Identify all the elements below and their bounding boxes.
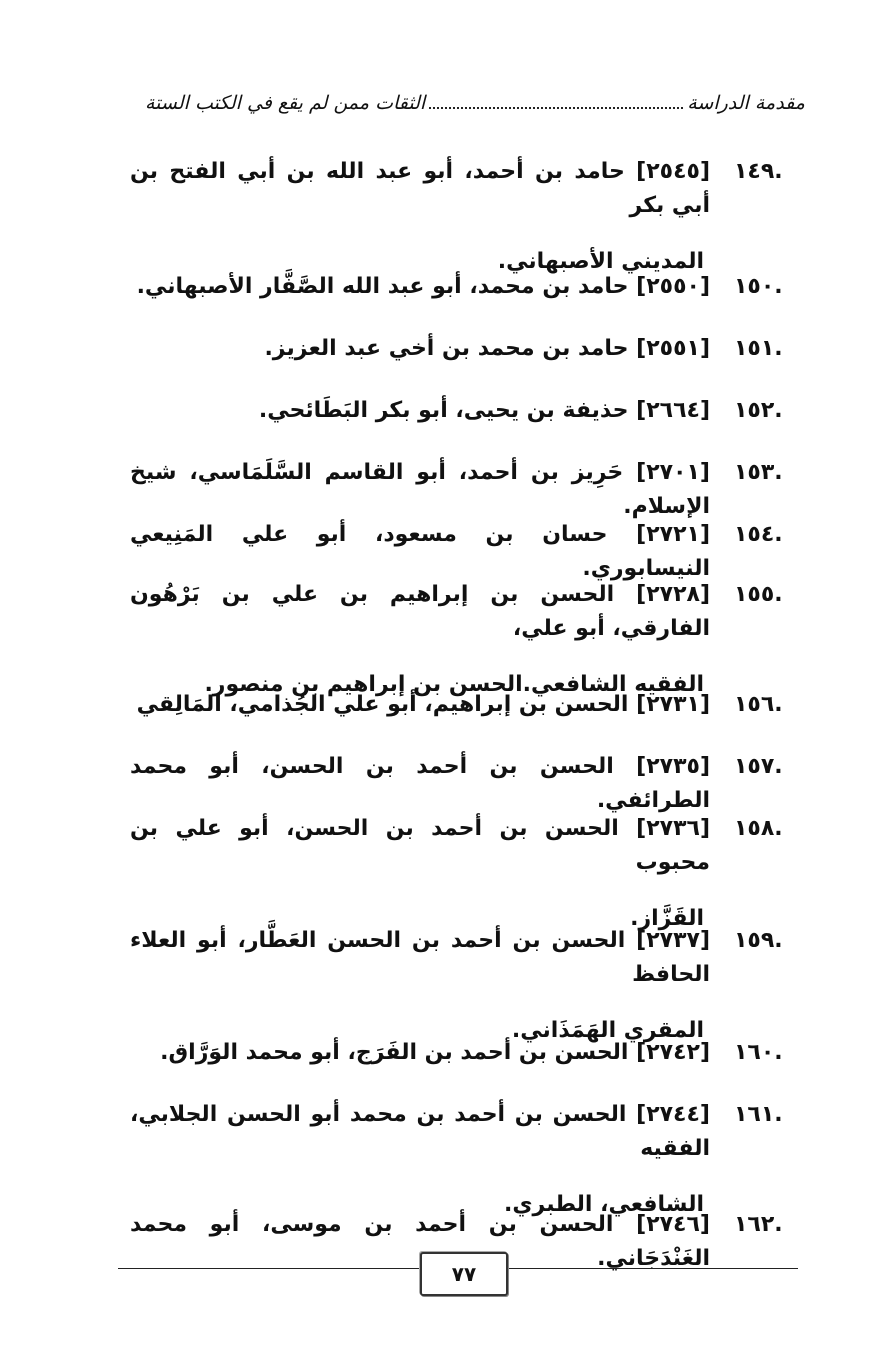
entry-continuation: الفقيه الشافعي.الحسن بن إبراهيم بن منصور. [204, 672, 704, 697]
entry-text [130, 1036, 710, 1070]
header-book-title: الثقات ممن لم يقع في الكتب الستة [145, 92, 426, 114]
entry-number: ١٥٦. [734, 692, 783, 717]
entry-reference-id: [٢٦٦٤] [636, 398, 710, 423]
entry-name: حسان بن مسعود، أبو علي المَنِيعي النيسابوري. [130, 522, 710, 581]
entry-number: ١٥٧. [734, 754, 783, 779]
entry-name: الحسن بن أحمد بن الحسن العَطَّار، أبو العلاء الحافظ [130, 928, 710, 987]
entry-number: ١٥٣. [734, 460, 783, 485]
entry-text [130, 518, 710, 586]
entry-number: ١٦٠. [734, 1040, 783, 1065]
entry-line [130, 1098, 710, 1166]
entry-number: ١٥١. [734, 336, 783, 361]
entry-line [130, 578, 710, 646]
entry-text [130, 270, 710, 304]
entry-text [130, 332, 710, 366]
entry-number: ١٤٩. [734, 159, 783, 184]
running-header [145, 92, 805, 114]
entry-text [130, 750, 710, 818]
entry-name: الحسن بن أحمد بن محمد أبو الحسن الجلابي، الفقيه [130, 1102, 710, 1161]
entry-line [130, 924, 710, 992]
entry-item [120, 924, 810, 1043]
entry-item [120, 1098, 810, 1217]
page-number: ٧٧ [420, 1252, 508, 1296]
entry-text [130, 456, 710, 524]
entry-line [130, 155, 710, 223]
entry-line [130, 1036, 710, 1070]
entry-number: ١٥٥. [734, 582, 783, 607]
entry-item [120, 812, 810, 931]
header-section-title: مقدمة الدراسة [687, 92, 805, 114]
entry-line [130, 394, 710, 428]
entry-continuation: المقري الهَمَذَاني. [511, 1018, 704, 1043]
entry-text [130, 688, 710, 722]
entry-line [130, 456, 710, 524]
entry-text [130, 924, 710, 1048]
entry-text [130, 578, 710, 702]
entry-name: حامد بن محمد بن أخي عبد العزيز. [264, 336, 629, 361]
header-dot-leader [429, 95, 683, 109]
entry-name: الحسن بن إبراهيم، أبو علي الجُذامي، المَالِقي [136, 692, 629, 717]
entry-reference-id: [٢٥٥٠] [636, 274, 710, 299]
entry-reference-id: [٢٧٣٧] [636, 928, 710, 953]
entry-name: حامد بن محمد، أبو عبد الله الصَّفَّار الأصبهاني. [136, 274, 629, 299]
entry-continuation: المديني الأصبهاني. [497, 249, 704, 274]
entry-reference-id: [٢٧٢١] [636, 522, 710, 547]
entry-text [130, 1098, 710, 1222]
entry-reference-id: [٢٧٤٤] [636, 1102, 710, 1127]
entry-name: حَرِيز بن أحمد، أبو القاسم السَّلَمَاسي، شيخ الإسلام. [130, 460, 710, 519]
entry-item [120, 155, 810, 274]
entry-name: حامد بن أحمد، أبو عبد الله بن أبي الفتح بن أبي بكر [130, 159, 710, 218]
entry-reference-id: [٢٧٤٦] [636, 1212, 710, 1237]
entry-name: الحسن بن أحمد بن الفَرَج، أبو محمد الوَرَّاق. [160, 1040, 629, 1065]
entry-line [130, 332, 710, 366]
entry-line [130, 750, 710, 818]
entry-number: ١٥٤. [734, 522, 783, 547]
entry-number: ١٥٩. [734, 928, 783, 953]
entry-continuation: القَزَّاز. [630, 906, 704, 931]
entry-text [130, 812, 710, 936]
entry-text [130, 394, 710, 428]
entry-number: ١٥٨. [734, 816, 783, 841]
entry-text [130, 155, 710, 279]
entry-reference-id: [٢٧٢٨] [636, 582, 710, 607]
entry-name: الحسن بن أحمد بن الحسن، أبو علي بن محبوب [130, 816, 710, 875]
entry-number: ١٥٢. [734, 398, 783, 423]
entry-line [130, 812, 710, 880]
entry-line [130, 270, 710, 304]
entry-reference-id: [٢٧٣٥] [636, 754, 710, 779]
entry-line [130, 518, 710, 586]
entry-reference-id: [٢٧٣١] [636, 692, 710, 717]
entry-number: ١٥٠. [734, 274, 783, 299]
entry-name: حذيفة بن يحيى، أبو بكر البَطَائحي. [258, 398, 629, 423]
entry-name: الحسن بن أحمد بن الحسن، أبو محمد الطرائفي. [130, 754, 710, 813]
entry-reference-id: [٢٧٤٢] [636, 1040, 710, 1065]
entry-item [120, 578, 810, 697]
entry-number: ١٦٢. [734, 1212, 783, 1237]
entry-reference-id: [٢٧٠١] [636, 460, 710, 485]
entry-line [130, 688, 710, 722]
entry-reference-id: [٢٥٤٥] [636, 159, 710, 184]
entry-reference-id: [٢٥٥١] [636, 336, 710, 361]
entry-name: الحسن بن إبراهيم بن علي بن بَرْهُون الفارقي، أبو علي، [130, 582, 710, 641]
entry-continuation: الشافعي، الطبري. [504, 1192, 704, 1217]
entry-reference-id: [٢٧٣٦] [636, 816, 710, 841]
entry-name: الحسن بن أحمد بن موسى، أبو محمد الغَنْدَجَاني. [130, 1212, 710, 1271]
entry-number: ١٦١. [734, 1102, 783, 1127]
